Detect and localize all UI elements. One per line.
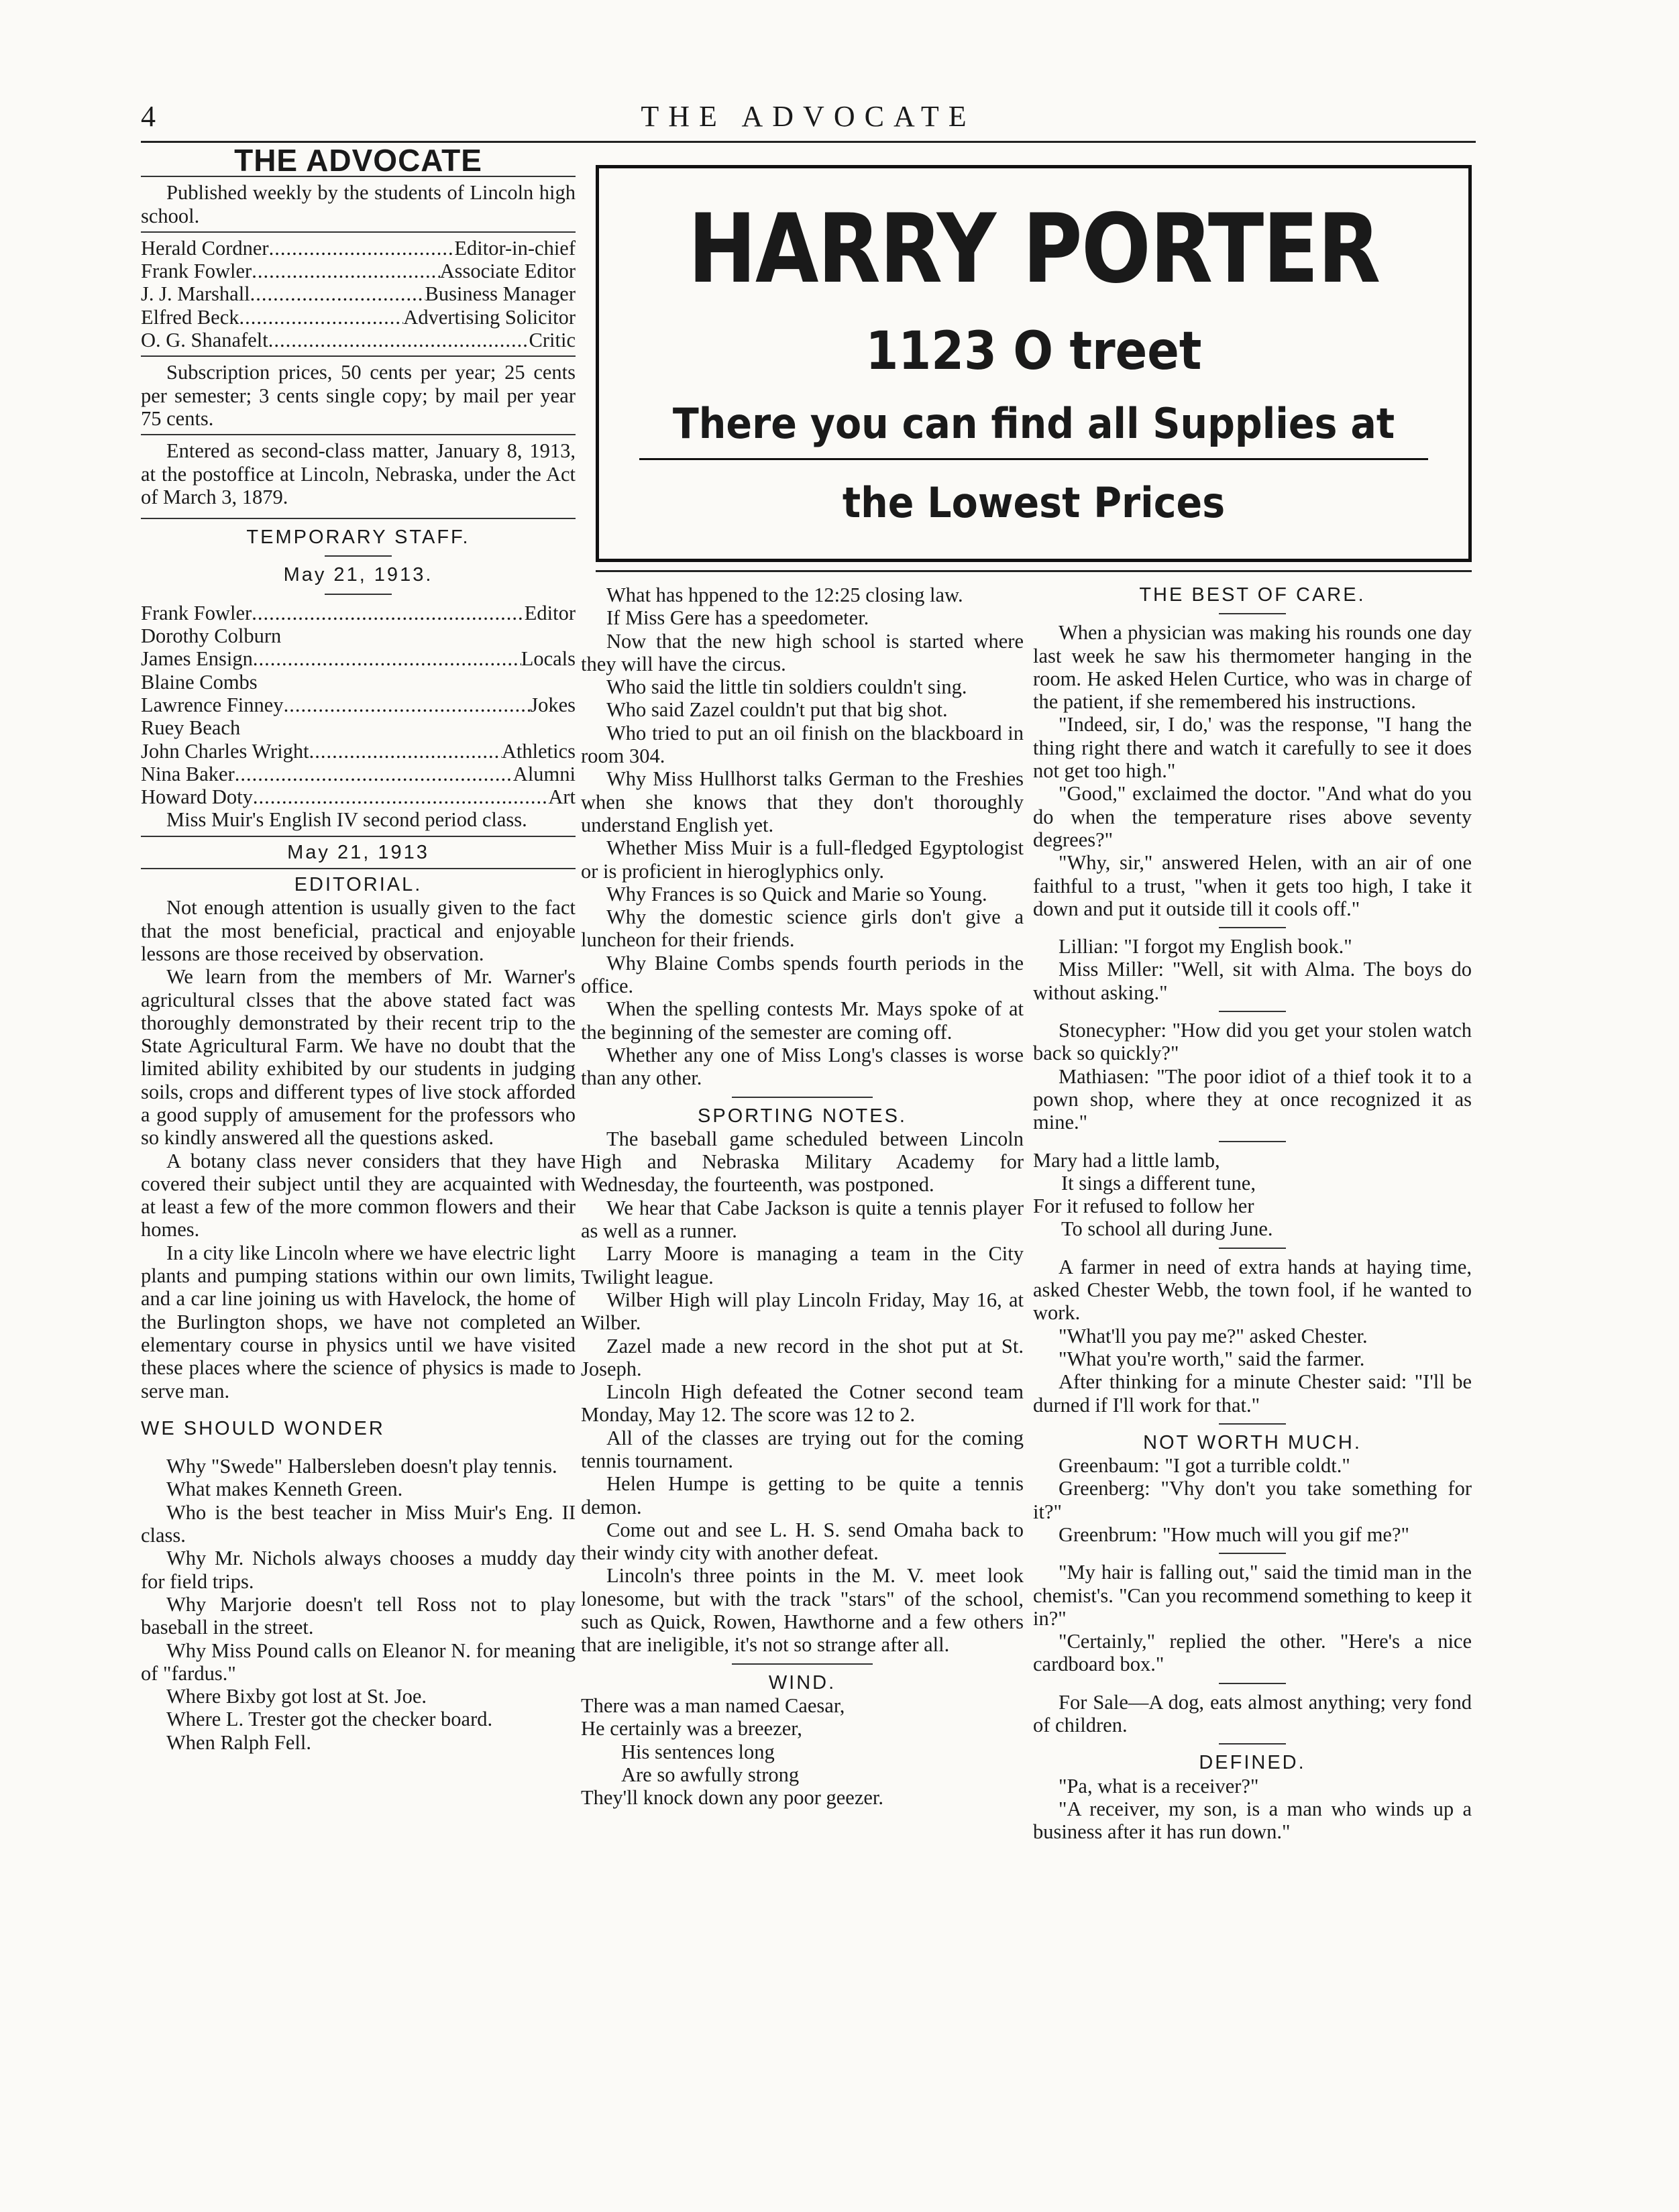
divider [325,594,392,595]
divider [1219,1743,1286,1745]
divider [141,434,576,435]
wonder-heading: WE SHOULD WONDER [141,1417,385,1439]
temporary-staff-date: May 21, 1913. [283,564,433,586]
best-care-paragraph: "Indeed, sir, I do,' was the response, "I hang the thing right there and watch it carefully to see it does not get too high." [1033,713,1472,783]
issue-date: May 21, 1913 [287,841,429,863]
wind-heading: WIND. [768,1671,836,1694]
sporting-item: Larry Moore is managing a team in the City Twilight league. [581,1242,1024,1288]
running-title: THE ADVOCATE [641,100,976,133]
wonder-item: When the spelling contests Mr. Mays spoke of at the beginning of the semester are coming off. [581,997,1024,1044]
staff-row: James Ensign ..... Locals [141,647,576,670]
staff-row: Frank Fowler ..... Associate Editor [141,260,576,282]
divider [1219,1248,1286,1249]
joke-line: Lillian: "I forgot my English book." [1059,935,1352,958]
not-worth-paragraph: Greenberg: "Vhy don't you take something for it?" [1033,1477,1472,1523]
subscription-note: Subscription prices, 50 cents per year; 25 cents per semester; 3 cents single copy; by mail per year 75 cents. [141,361,576,430]
running-header [141,99,1476,140]
advert-line-1: There you can find all Supplies at [672,399,1395,448]
farmer-paragraph: A farmer in need of extra hands at haying time, asked Chester Webb, the town fool, if he wanted to work. [1033,1255,1472,1325]
wonder-item: When Ralph Fell. [166,1730,312,1754]
staff-row: O. G. Shanafelt ..... Critic [141,329,576,351]
lamb-line: To school all during June. [1061,1217,1273,1241]
sporting-item: All of the classes are trying out for the coming tennis tournament. [581,1426,1024,1472]
wonder-item: What makes Kenneth Green. [166,1478,403,1501]
wonder-item: Who said Zazel couldn't put that big shot. [606,698,948,722]
column-2 [581,584,1024,1809]
advert-name: HARRY PORTER [688,194,1380,305]
staff-row: Lawrence Finney ..... Jokes [141,694,576,716]
defined-paragraph: "Pa, what is a receiver?" [1059,1774,1259,1798]
best-care-paragraph: "Why, sir," answered Helen, with an air of one faithful to a trust, "when it gets too high, I take it down and put it outside till it cools off." [1033,851,1472,920]
temporary-staff-note: Miss Muir's English IV second period class. [166,808,527,832]
joke-line: Stonecypher: "How did you get your stolen watch back so quickly?" [1033,1019,1472,1065]
wonder-item: Now that the new high school is started where they will have the circus. [581,629,1024,675]
harry-porter-advertisement [596,165,1472,562]
advert-line-2: the Lowest Prices [842,478,1226,527]
best-care-heading: THE BEST OF CARE. [1139,584,1366,606]
divider [141,231,576,233]
staff-row: Dorothy Colburn [141,624,282,648]
staff-row: Nina Baker ..... Alumni [141,763,576,785]
best-care-paragraph: When a physician was making his rounds one day last week he saw his thermometer hanging in the room. He asked Helen Curtice, who was in charge of the patient, if she remembered his instructions. [1033,621,1472,714]
divider [141,868,576,869]
wonder-item: Why Miss Pound calls on Eleanor N. for meaning of "fardus." [141,1639,576,1685]
wonder-item: Why Marjorie doesn't tell Ross not to play baseball in the street. [141,1592,576,1639]
wind-line: His sentences long [621,1740,775,1763]
divider [1219,1683,1286,1684]
not-worth-paragraph: Greenbaum: "I got a turrible coldt." [1059,1454,1350,1478]
joke-line: Miss Miller: "Well, sit with Alma. The boys do without asking." [1033,958,1472,1004]
farmer-paragraph: "What you're worth," said the farmer. [1059,1347,1365,1370]
staff-row: Ruey Beach [141,716,241,740]
staff-list [141,237,576,351]
divider [1219,613,1286,614]
wonder-item: Who is the best teacher in Miss Muir's Eng. II class. [141,1500,576,1547]
divider [732,1663,873,1665]
sporting-item: Lincoln's three points in the M. V. meet look lonesome, but with the track "stars" of the school, such as Quick, Rowen, Hawthorne and a few others that are ineligible, it's not so strange after all. [581,1564,1024,1657]
advert-address: 1123 O treet [865,321,1202,382]
sporting-item: We hear that Cabe Jackson is quite a tennis player as well as a runner. [581,1196,1024,1243]
wonder-item: Why Miss Hullhorst talks German to the Freshies when she knows that they don't thoroughly understand English yet. [581,767,1024,836]
divider [1219,1141,1286,1142]
editorial-paragraph: In a city like Lincoln where we have electric light plants and pumping stations within our own limits, and a car line joining us with Havelock, the home of the Burlington shops, we have not completed an elementary course in physics until we have visited these places where the science of physics is made to serve man. [141,1241,576,1402]
sporting-heading: SPORTING NOTES. [698,1105,907,1127]
sporting-item: The baseball game scheduled between Lincoln High and Nebraska Military Academy for Wednesday, the fourteenth, was postponed. [581,1127,1024,1197]
editorial-heading: EDITORIAL. [294,874,423,896]
editorial-paragraph: Not enough attention is usually given to the fact that the most beneficial, practical and enjoyable lessons are those received by observation. [141,896,576,965]
not-worth-paragraph: "Certainly," replied the other. "Here's a nice cardboard box." [1033,1630,1472,1676]
sporting-item: Wilber High will play Lincoln Friday, May 16, at Wilber. [581,1288,1024,1335]
sporting-item: Zazel made a new record in the shot put at St. Joseph. [581,1334,1024,1380]
best-care-paragraph: "Good," exclaimed the doctor. "And what do you do when the temperature rises above seventy degrees?" [1033,782,1472,851]
sporting-item: Helen Humpe is getting to be quite a tennis demon. [581,1472,1024,1518]
wonder-item: Who said the little tin soldiers couldn't sing. [606,675,967,699]
sporting-item: Come out and see L. H. S. send Omaha back to their windy city with another defeat. [581,1518,1024,1565]
wind-line: Are so awfully strong [621,1763,800,1786]
farmer-paragraph: After thinking for a minute Chester said: "I'll be durned if I'll work for that." [1033,1370,1472,1417]
wonder-item: Why the domestic science girls don't give a luncheon for their friends. [581,905,1024,952]
wonder-item: Why Blaine Combs spends fourth periods in the office. [581,951,1024,998]
wonder-item: If Miss Gere has a speedometer. [606,606,869,630]
divider [1219,927,1286,928]
divider [1219,1423,1286,1425]
wonder-item: Who tried to put an oil finish on the blackboard in room 304. [581,721,1024,768]
wonder-item: Whether Miss Muir is a full-fledged Egyptologist or is proficient in hieroglyphics only. [581,836,1024,883]
advert-bottom-rule [596,570,1472,572]
wonder-item: Where L. Trester got the checker board. [166,1708,493,1731]
divider [141,355,576,357]
divider [732,1097,873,1098]
staff-row: Herald Cordner ..... Editor-in-chief [141,237,576,260]
wonder-item: Whether any one of Miss Long's classes is worse than any other. [581,1043,1024,1090]
lamb-line: For it refused to follow her [1033,1195,1254,1218]
wind-line: They'll knock down any poor geezer. [581,1786,883,1810]
page-number: 4 [141,100,156,133]
column-1 [141,143,576,1754]
sporting-item: Lincoln High defeated the Cotner second team Monday, May 12. The score was 12 to 2. [581,1380,1024,1427]
published-note: Published weekly by the students of Lincoln high school. [141,181,576,227]
wonder-item: Why "Swede" Halbersleben doesn't play tennis. [166,1455,557,1478]
wind-line: He certainly was a breezer, [581,1717,802,1740]
divider [325,555,392,557]
not-worth-paragraph: "My hair is falling out," said the timid man in the chemist's. "Can you recommend something to keep it in?" [1033,1561,1472,1630]
wonder-item: Why Mr. Nichols always chooses a muddy day for field trips. [141,1547,576,1593]
editorial-paragraph: We learn from the members of Mr. Warner's agricultural clsses that the above stated fact was thoroughly demonstrated by their recent trip to the State Agricultural Farm. We have no doubt that the limited ability exhibited by our students in judging soils, crops and different types of live stock afforded a good supply of amusement for the professors who so kindly answered all the questions asked. [141,965,576,1150]
lamb-line: It sings a different tune, [1061,1171,1256,1195]
wonder-item: What has hppened to the 12:25 closing law. [606,584,963,606]
divider [141,518,576,519]
entered-note: Entered as second-class matter, January 8, 1913, at the postoffice at Lincoln, Nebraska, under the Act of March 3, 1879. [141,439,576,508]
advert-underline [639,458,1428,460]
staff-row: Frank Fowler ..... Editor [141,602,576,624]
farmer-paragraph: "What'll you pay me?" asked Chester. [1059,1324,1368,1347]
editorial-paragraph: A botany class never considers that they have covered their subject until they are acquainted with at least a few of the more common flowers and their homes. [141,1149,576,1241]
staff-row: J. J. Marshall ..... Business Manager [141,282,576,305]
staff-row: John Charles Wright ..... Athletics [141,740,576,763]
not-worth-heading: NOT WORTH MUCH. [1143,1431,1362,1453]
wonder-item: Why Frances is so Quick and Marie so Young. [606,882,987,905]
not-worth-paragraph: Greenbrum: "How much will you gif me?" [1059,1523,1409,1546]
not-worth-paragraph: For Sale—A dog, eats almost anything; very fond of children. [1033,1690,1472,1737]
staff-row: Elfred Beck ..... Advertising Solicitor [141,306,576,329]
defined-paragraph: "A receiver, my son, is a man who winds up a business after it has run down." [1033,1797,1472,1844]
column-3 [1033,584,1472,1844]
masthead-title: THE ADVOCATE [234,143,482,178]
temporary-staff-list [141,602,576,809]
temporary-staff-heading: TEMPORARY STAFF. [246,527,470,549]
staff-row: Blaine Combs [141,670,258,694]
defined-heading: DEFINED. [1199,1752,1306,1774]
divider [1219,1011,1286,1012]
lamb-line: Mary had a little lamb, [1033,1148,1220,1172]
divider [141,836,576,837]
divider [1219,1553,1286,1554]
wonder-item: Where Bixby got lost at St. Joe. [166,1685,427,1708]
joke-line: Mathiasen: "The poor idiot of a thief took it to a pown shop, where they at once recognized it as mine." [1033,1064,1472,1134]
wind-line: There was a man named Caesar, [581,1694,845,1717]
staff-row: Howard Doty ..... Art [141,785,576,808]
